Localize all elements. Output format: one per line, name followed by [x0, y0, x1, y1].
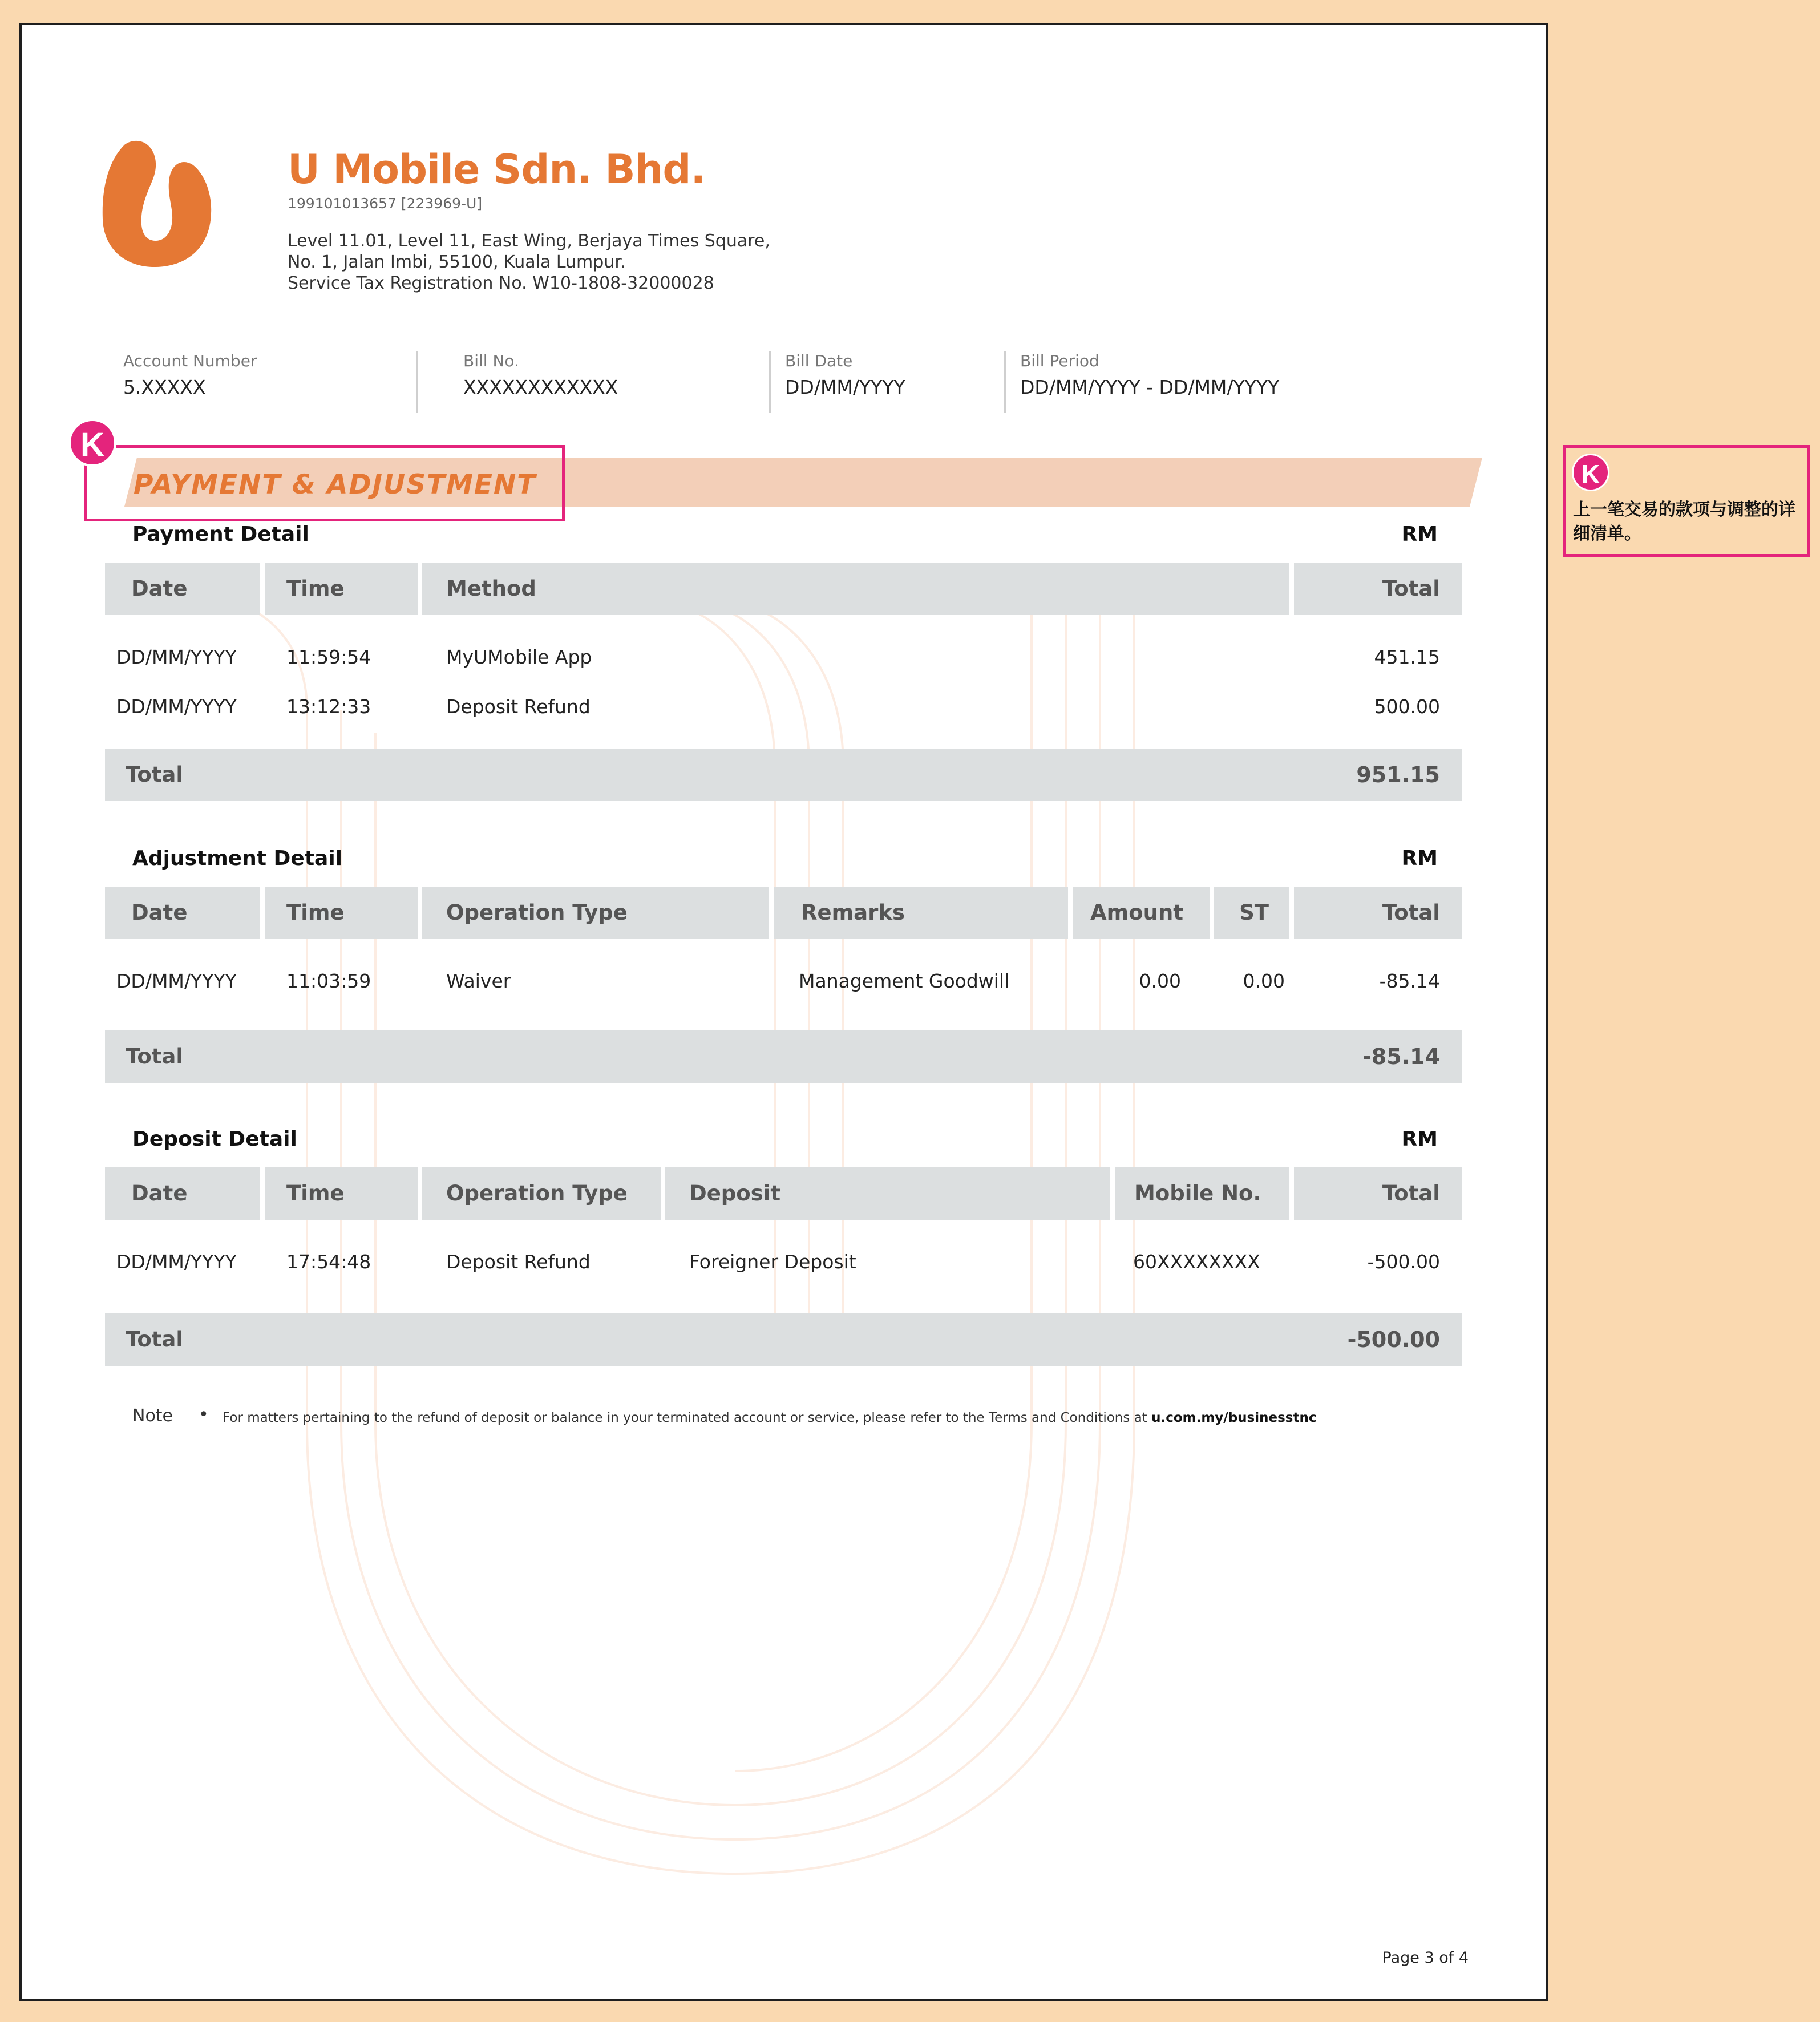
bill-no-block	[463, 351, 618, 398]
column-header-date: Date	[105, 563, 260, 615]
deposit-total-label: Total	[126, 1327, 184, 1352]
bill-period-block	[1020, 351, 1279, 398]
deposit-mobile-no-cell: 60XXXXXXXX	[1133, 1251, 1260, 1273]
company-name: U Mobile Sdn. Bhd.	[288, 146, 706, 193]
column-header-method: Method	[422, 563, 1289, 615]
adjustment-st-cell: 0.00	[1243, 970, 1285, 992]
terms-link[interactable]: u.com.my/businesstnc	[1151, 1410, 1317, 1425]
deposit-total-value: -500.00	[1347, 1327, 1440, 1352]
payment-method-cell: Deposit Refund	[446, 695, 591, 718]
bill-period-label: Bill Period	[1020, 351, 1099, 370]
adjustment-amount-cell: 0.00	[1139, 970, 1181, 992]
u-mobile-logo	[102, 139, 221, 270]
account-number-block	[123, 351, 257, 398]
adjustment-remarks-cell: Management Goodwill	[799, 970, 1010, 992]
annotation-text: 上一笔交易的款项与调整的详细清单。	[1573, 500, 1795, 544]
column-header-operation-type: Operation Type	[422, 1167, 661, 1220]
section-banner-title: PAYMENT & ADJUSTMENT	[134, 469, 537, 500]
info-divider	[416, 351, 418, 413]
column-header-st: ST	[1214, 887, 1289, 939]
payment-date-cell: DD/MM/YYYY	[116, 695, 237, 718]
bill-no-label: Bill No.	[463, 351, 519, 370]
column-header-mobile-no: Mobile No.	[1115, 1167, 1289, 1220]
adjustment-detail-title: Adjustment Detail	[132, 847, 343, 870]
adjustment-total-value: -85.14	[1362, 1044, 1440, 1069]
adjustment-currency: RM	[1401, 847, 1438, 870]
deposit-table-header	[105, 1167, 1462, 1220]
adjustment-time-cell: 11:03:59	[286, 970, 371, 992]
adjustment-table-header	[105, 887, 1462, 939]
column-header-time: Time	[265, 1167, 418, 1220]
column-header-date: Date	[105, 1167, 260, 1220]
annotation-k-badge: K	[1572, 454, 1609, 491]
address-line: Service Tax Registration No. W10-1808-32000028	[288, 273, 714, 293]
section-highlight-box	[84, 445, 565, 521]
note-bullet: •	[199, 1405, 209, 1425]
payment-total-value: 951.15	[1356, 762, 1440, 787]
payment-currency: RM	[1401, 523, 1438, 546]
deposit-currency: RM	[1401, 1127, 1438, 1151]
column-header-total: Total	[1294, 1167, 1462, 1220]
payment-time-cell: 11:59:54	[286, 646, 371, 668]
payment-total-cell: 451.15	[1374, 646, 1440, 668]
column-header-remarks: Remarks	[774, 887, 1068, 939]
payment-total-label: Total	[126, 762, 184, 787]
address-line: Level 11.01, Level 11, East Wing, Berjaya Times Square,	[288, 231, 770, 251]
column-header-total: Total	[1294, 563, 1462, 615]
deposit-detail-title: Deposit Detail	[132, 1127, 297, 1151]
bill-date-block	[785, 351, 905, 398]
deposit-time-cell: 17:54:48	[286, 1251, 371, 1273]
deposit-operation-type-cell: Deposit Refund	[446, 1251, 591, 1273]
column-header-amount: Amount	[1073, 887, 1210, 939]
address-line: No. 1, Jalan Imbi, 55100, Kuala Lumpur.	[288, 252, 626, 272]
column-header-deposit: Deposit	[665, 1167, 1110, 1220]
info-divider	[769, 351, 771, 413]
adjustment-total-row	[105, 1030, 1462, 1083]
deposit-date-cell: DD/MM/YYYY	[116, 1251, 237, 1273]
company-address	[288, 230, 770, 294]
column-header-operation-type: Operation Type	[422, 887, 769, 939]
column-header-total: Total	[1294, 887, 1462, 939]
bill-date-value: DD/MM/YYYY	[785, 376, 905, 398]
payment-detail-title: Payment Detail	[132, 523, 309, 546]
payment-table-header	[105, 563, 1462, 615]
note-text	[223, 1410, 1316, 1425]
u-watermark-graphic	[22, 25, 1546, 1999]
k-marker-badge: K	[68, 419, 116, 467]
info-divider	[1004, 351, 1006, 413]
deposit-type-cell: Foreigner Deposit	[689, 1251, 856, 1273]
deposit-total-cell: -500.00	[1367, 1251, 1440, 1273]
payment-total-cell: 500.00	[1374, 695, 1440, 718]
bill-date-label: Bill Date	[785, 351, 853, 370]
page-number: Page 3 of 4	[1382, 1949, 1469, 1967]
deposit-total-row	[105, 1313, 1462, 1366]
bill-period-value: DD/MM/YYYY - DD/MM/YYYY	[1020, 376, 1280, 398]
company-registration: 199101013657 [223969-U]	[288, 195, 483, 212]
note-body: For matters pertaining to the refund of deposit or balance in your terminated account or service, please refer to the Terms and Conditions at	[223, 1410, 1152, 1425]
annotation-box	[1563, 445, 1810, 557]
payment-time-cell: 13:12:33	[286, 695, 371, 718]
account-number-value: 5.XXXXX	[123, 376, 206, 398]
bill-page	[19, 23, 1548, 2001]
column-header-time: Time	[265, 887, 418, 939]
column-header-time: Time	[265, 563, 418, 615]
column-header-date: Date	[105, 887, 260, 939]
bill-no-value: XXXXXXXXXXXX	[463, 376, 618, 398]
payment-total-row	[105, 749, 1462, 801]
adjustment-date-cell: DD/MM/YYYY	[116, 970, 237, 992]
account-number-label: Account Number	[123, 351, 257, 370]
payment-date-cell: DD/MM/YYYY	[116, 646, 237, 668]
payment-method-cell: MyUMobile App	[446, 646, 592, 668]
note-label: Note	[132, 1406, 173, 1426]
adjustment-total-label: Total	[126, 1044, 184, 1069]
adjustment-total-cell: -85.14	[1379, 970, 1440, 992]
adjustment-operation-type-cell: Waiver	[446, 970, 511, 992]
